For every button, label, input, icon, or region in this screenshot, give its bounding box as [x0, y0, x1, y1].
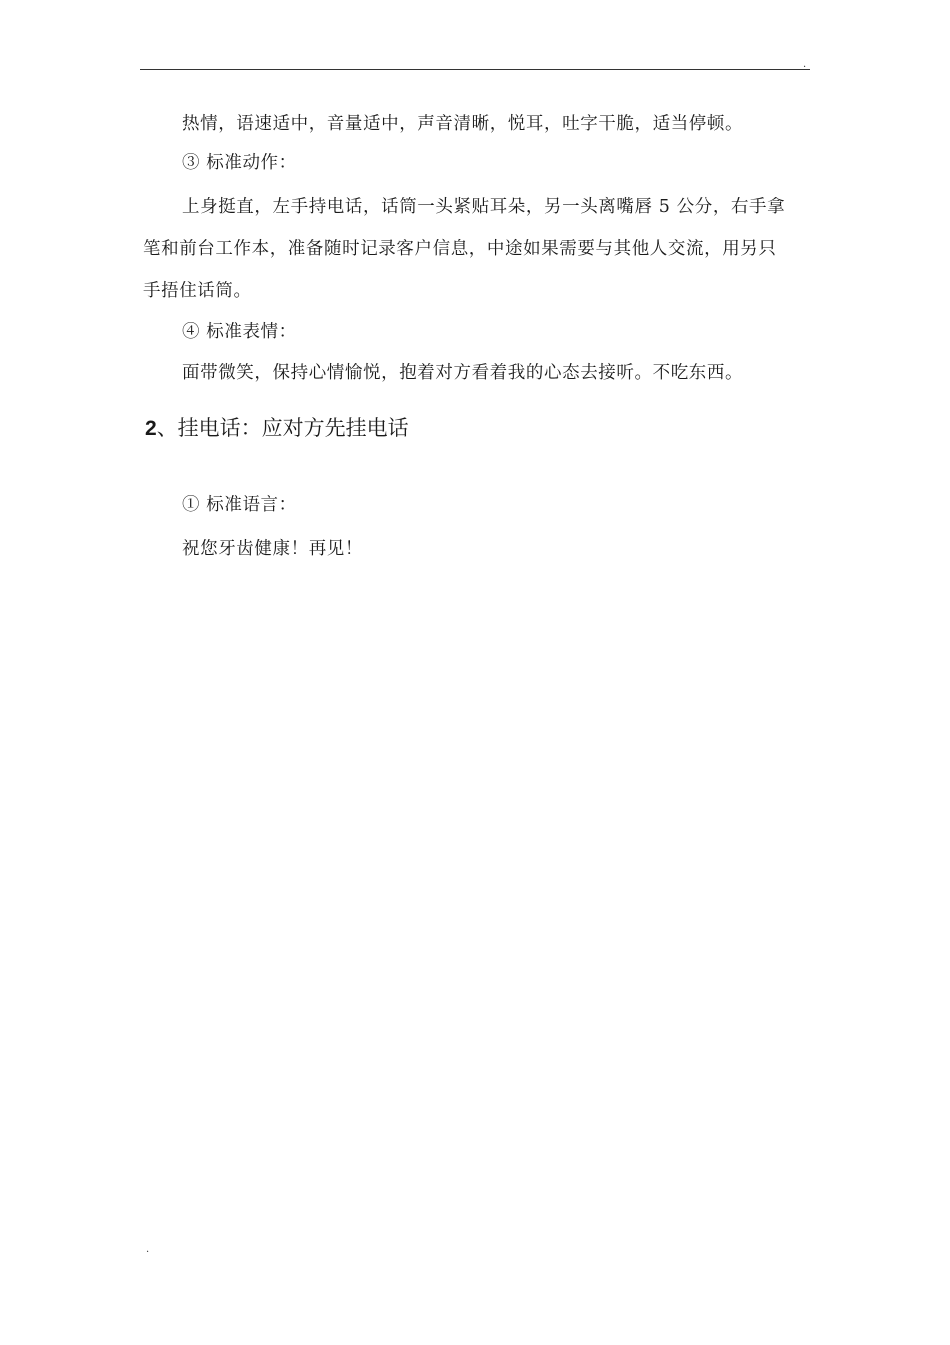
- header-corner-mark: .: [803, 59, 807, 70]
- footer-corner-mark: .: [146, 1244, 150, 1255]
- subheading-standard-action: ③ 标准动作：: [182, 153, 297, 173]
- paragraph-speech-quality: 热情，语速适中，音量适中，声音清晰，悦耳，吐字干脆，适当停顿。: [182, 114, 744, 134]
- section-title: 、挂电话：应对方先挂电话: [156, 416, 409, 440]
- paragraph-expression: 面带微笑，保持心情愉悦，抱着对方看着我的心态去接听。不吃东西。: [182, 363, 744, 383]
- subheading-standard-language: ① 标准语言：: [182, 495, 297, 515]
- paragraph-action-line-3: 手捂住话筒。: [143, 281, 252, 301]
- header-rule: [140, 69, 810, 70]
- paragraph-action-line-2: 笔和前台工作本，准备随时记录客户信息，中途如果需要与其他人交流，用另只: [143, 239, 777, 259]
- section-heading-hang-up: [145, 411, 409, 446]
- section-number: 2: [145, 417, 157, 440]
- paragraph-farewell: 祝您牙齿健康！再见！: [182, 539, 363, 559]
- subheading-standard-expression: ④ 标准表情：: [182, 322, 297, 342]
- paragraph-action-line-1: 上身挺直，左手持电话，话筒一头紧贴耳朵，另一头离嘴唇 5 公分，右手拿: [182, 197, 786, 217]
